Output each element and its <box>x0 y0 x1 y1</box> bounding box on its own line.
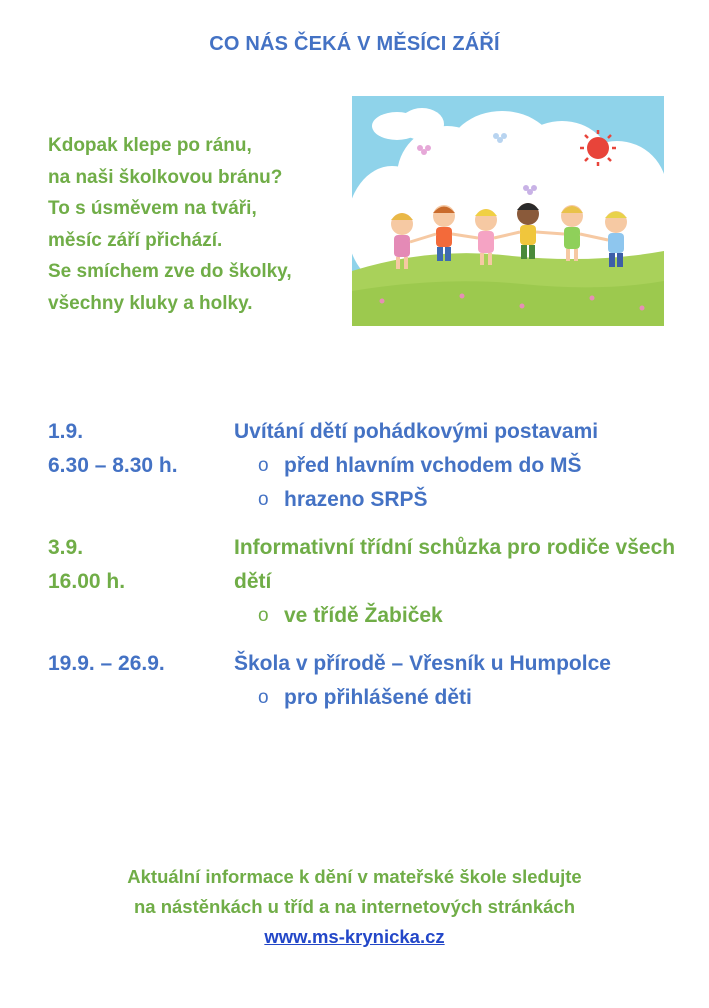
event-bullet <box>234 599 678 633</box>
footer <box>0 862 709 952</box>
poem-line: na naši školkovou bránu? <box>48 166 283 188</box>
bullet-text: před hlavním vchodem do MŠ <box>284 454 582 477</box>
event-date <box>48 415 234 517</box>
poem-line: To s úsměvem na tváři, <box>48 198 257 219</box>
events-list <box>48 415 678 729</box>
website-link[interactable]: www.ms-krynicka.cz <box>264 926 445 947</box>
event-date-day: 19.9. – 26.9. <box>48 652 165 675</box>
event-description <box>234 415 678 517</box>
event-title: Informativní třídní schůzka pro rodiče všech dětí <box>234 536 676 593</box>
poem-line: všechny kluky a holky. <box>48 292 253 314</box>
event-bullet <box>234 483 678 517</box>
poem-line: měsíc září přichází. <box>48 229 223 251</box>
event-date <box>48 647 234 715</box>
event-title: Škola v přírodě – Vřesník u Humpolce <box>234 652 611 675</box>
event-date-day: 3.9. <box>48 536 84 559</box>
bullet-mark: o <box>258 687 269 708</box>
event-bullet <box>234 449 678 483</box>
event-bullet <box>234 681 678 715</box>
bullet-text: hrazeno SRPŠ <box>284 488 428 511</box>
footer-line: na nástěnkách u tříd a na internetových stránkách <box>133 896 576 917</box>
page-title: CO NÁS ČEKÁ V MĚSÍCI ZÁŘÍ <box>209 33 500 55</box>
footer-line: Aktuální informace k dění v mateřské škole sledujte <box>127 866 582 887</box>
event-date <box>48 531 234 633</box>
bullet-text: pro přihlášené děti <box>284 686 472 709</box>
bullet-mark: o <box>258 489 269 510</box>
event-time: 6.30 – 8.30 h. <box>48 454 178 477</box>
bullet-text: ve třídě Žabiček <box>284 604 443 627</box>
children-illustration <box>352 96 664 326</box>
event-item <box>48 415 678 517</box>
event-item <box>48 531 678 633</box>
event-time: 16.00 h. <box>48 570 126 593</box>
bullet-mark: o <box>258 455 269 476</box>
event-date-day: 1.9. <box>48 420 84 443</box>
bullet-mark: o <box>258 605 269 626</box>
poem <box>48 130 348 319</box>
poem-line: Kdopak klepe po ránu, <box>48 135 252 156</box>
event-description <box>234 531 678 633</box>
poem-line: Se smíchem zve do školky, <box>48 261 292 282</box>
event-title: Uvítání dětí pohádkovými postavami <box>234 420 599 443</box>
event-description <box>234 647 678 715</box>
event-item <box>48 647 678 715</box>
